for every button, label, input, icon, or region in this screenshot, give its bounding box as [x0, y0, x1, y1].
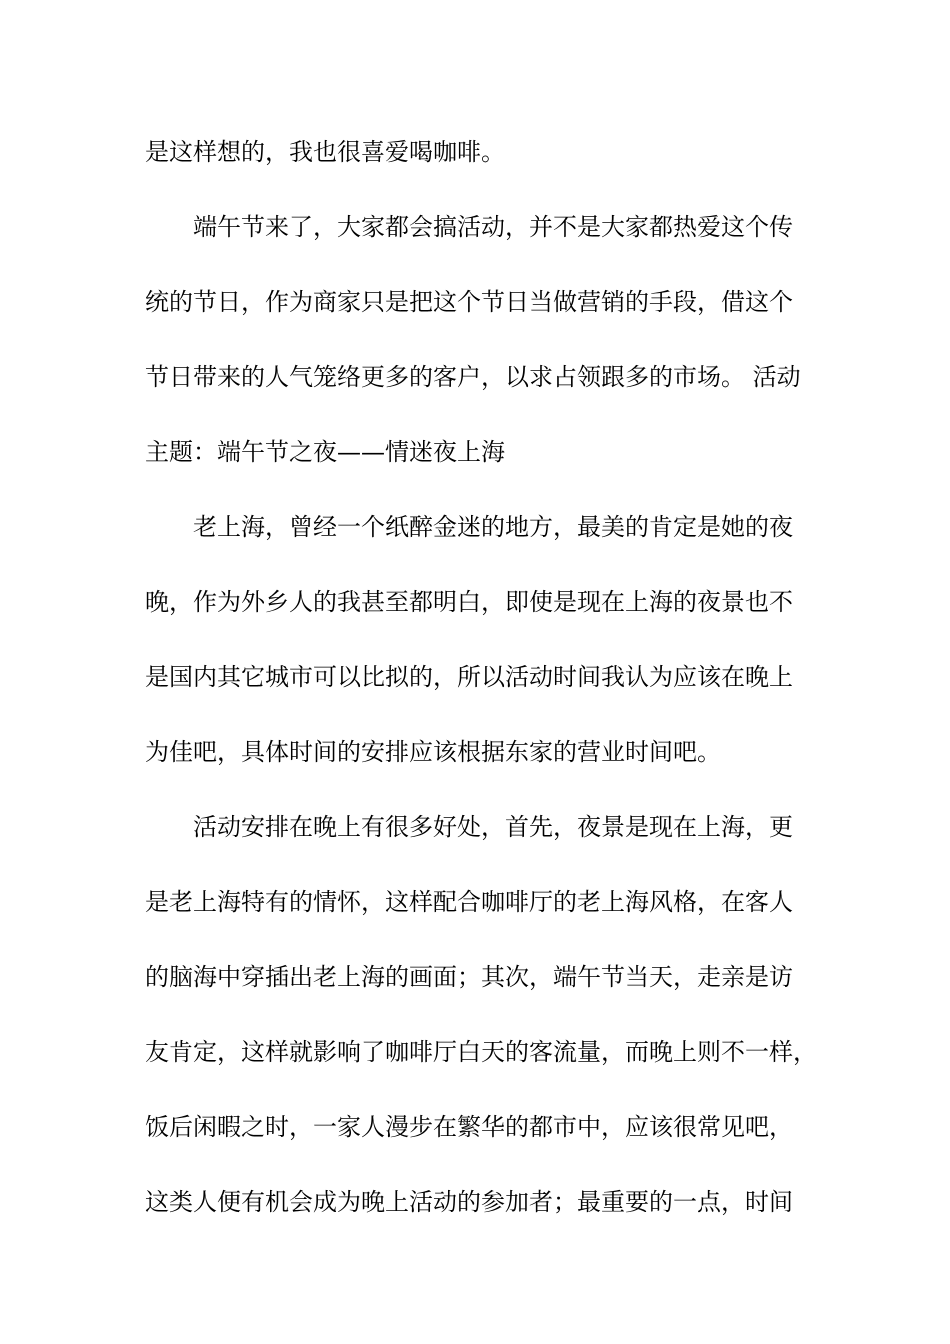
text-line: 主题：端午节之夜——情迷夜上海: [145, 438, 505, 466]
paragraph-start-line: 端午节来了，大家都会搞活动，并不是大家都热爱这个传: [193, 213, 793, 241]
text-line: 是老上海特有的情怀，这样配合咖啡厅的老上海风格，在客人: [145, 888, 793, 916]
text-line: 饭后闲暇之时，一家人漫步在繁华的都市中，应该很常见吧，: [145, 1113, 793, 1141]
paragraph-start-line: 活动安排在晚上有很多好处，首先，夜景是现在上海，更: [193, 813, 793, 841]
text-line: 统的节日，作为商家只是把这个节日当做营销的手段，借这个: [145, 288, 793, 316]
text-line: 节日带来的人气笼络更多的客户，以求占领跟多的市场。 活动: [145, 363, 801, 391]
text-line: 是国内其它城市可以比拟的，所以活动时间我认为应该在晚上: [145, 663, 793, 691]
text-line: 晚，作为外乡人的我甚至都明白，即使是现在上海的夜景也不: [145, 588, 793, 616]
text-line: 是这样想的，我也很喜爱喝咖啡。: [145, 138, 505, 166]
paragraph-start-line: 老上海，曾经一个纸醉金迷的地方，最美的肯定是她的夜: [193, 513, 793, 541]
text-line: 友肯定，这样就影响了咖啡厅白天的客流量，而晚上则不一样，: [145, 1038, 817, 1066]
text-line: 的脑海中穿插出老上海的画面；其次，端午节当天，走亲是访: [145, 963, 793, 991]
text-line: 这类人便有机会成为晚上活动的参加者；最重要的一点，时间: [145, 1188, 793, 1216]
text-line: 为佳吧，具体时间的安排应该根据东家的营业时间吧。: [145, 738, 721, 766]
